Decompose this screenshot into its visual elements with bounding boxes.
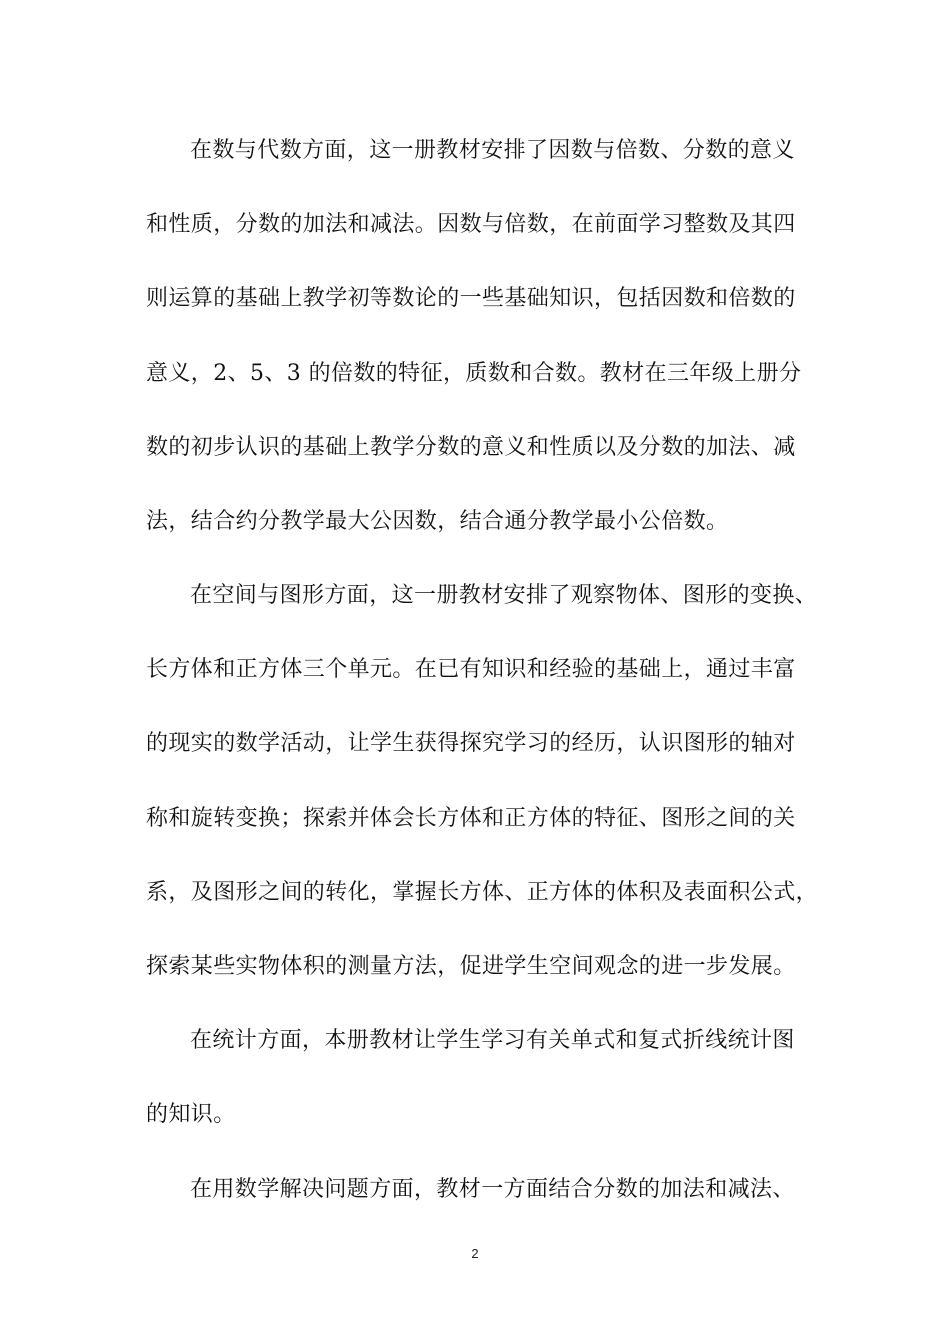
paragraph-2-line-6: 探索某些实物体积的测量方法，促进学生空间观念的进一步发展。 <box>146 954 796 979</box>
page-number: 2 <box>471 1246 479 1261</box>
paragraph-1-line-5: 数的初步认识的基础上教学分数的意义和性质以及分数的加法、减 <box>146 435 796 460</box>
paragraph-2-line-1: 在空间与图形方面，这一册教材安排了观察物体、图形的变换、 <box>190 583 818 608</box>
paragraph-1-line-6: 法，结合约分教学最大公因数，结合通分教学最小公倍数。 <box>146 509 729 534</box>
paragraph-2-line-2: 长方体和正方体三个单元。在已有知识和经验的基础上，通过丰富 <box>146 657 796 682</box>
paragraph-3-line-2: 的知识。 <box>146 1102 236 1127</box>
paragraph-3-line-1: 在统计方面，本册教材让学生学习有关单式和复式折线统计图 <box>190 1028 795 1053</box>
paragraph-1-line-3: 则运算的基础上教学初等数论的一些基础知识，包括因数和倍数的 <box>146 286 796 311</box>
paragraph-2-line-4: 称和旋转变换；探索并体会长方体和正方体的特征、图形之间的关 <box>146 806 796 831</box>
paragraph-1-line-4: 意义，2、5、3 的倍数的特征，质数和合数。教材在三年级上册分 <box>146 361 802 386</box>
paragraph-2-line-3: 的现实的数学活动，让学生获得探究学习的经历，认识图形的轴对 <box>146 731 796 756</box>
paragraph-4-line-1: 在用数学解决问题方面，教材一方面结合分数的加法和减法、 <box>190 1177 795 1202</box>
paragraph-1-line-1: 在数与代数方面，这一册教材安排了因数与倍数、分数的意义 <box>190 138 795 163</box>
paragraph-2-line-5: 系，及图形之间的转化，掌握长方体、正方体的体积及表面积公式， <box>146 880 819 905</box>
paragraph-1-line-2: 和性质，分数的加法和减法。因数与倍数，在前面学习整数及其四 <box>146 212 796 237</box>
